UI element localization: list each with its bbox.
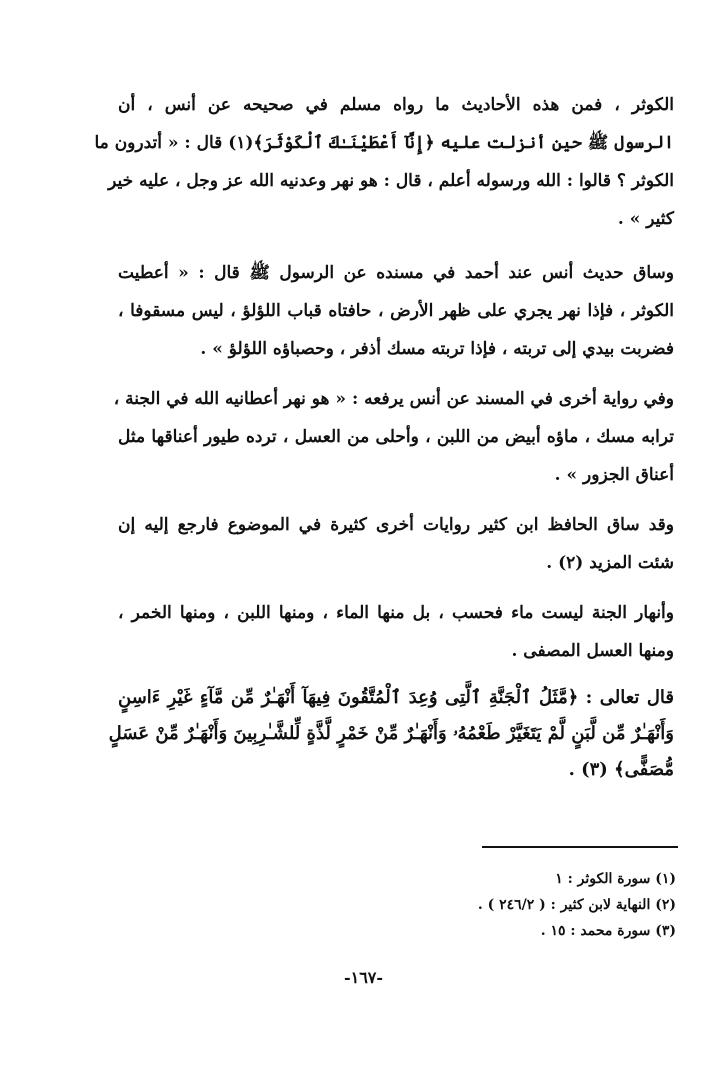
text-line: شئت المزيد (٢) . xyxy=(546,553,674,573)
paragraph-musnad-riwaya xyxy=(113,380,674,494)
text-line: وفي رواية أخرى في المسند عن أنس يرفعه : « هو نهر أعطانيه الله في الجنة ، xyxy=(113,389,674,409)
text-line: الرسول ﷺ حين أنزلت عليه ﴿إِنَّآ أَعْطَيْنَـٰكَ ٱلْكَوْثَرَ﴾(١) قال : « أتدرون ما xyxy=(94,133,674,153)
text-line: وقد ساق الحافظ ابن كثير روايات أخرى كثيرة في الموضوع فارجع إليه إن xyxy=(118,515,674,535)
page-number: -١٦٧- xyxy=(343,968,384,987)
quran-line: مُّصَفًّى﴾ (٣) . xyxy=(568,759,674,780)
quran-line: قال تعالى : ﴿مَّثَلُ ٱلْجَنَّةِ ٱلَّتِى وُعِدَ ٱلْمُتَّقُونَ فِيهَآ أَنْهَـٰرٌ مِّن مَّآءٍ غَيْرِ ءَاسِنٍ xyxy=(118,687,674,708)
paragraph-rivers-of-paradise xyxy=(118,594,674,670)
paragraph-ibn-kathir xyxy=(118,506,674,582)
paragraph-kawthar-muslim xyxy=(94,86,674,238)
text-line: أعناق الجزور » . xyxy=(554,465,674,485)
text-line: ترابه مسك ، ماؤه أبيض من اللبن ، وأحلى من العسل ، ترده طيور أعناقها مثل xyxy=(118,427,674,447)
text-line: ومنها العسل المصفى . xyxy=(511,641,674,661)
text-line: وأنهار الجنة ليست ماء فحسب ، بل منها الماء ، ومنها اللبن ، ومنها الخمر ، xyxy=(118,603,674,623)
text-line: الكوثر ؟ قالوا : الله ورسوله أعلم ، قال : هو نهر وعدنيه الله عز وجل ، عليه خير xyxy=(108,171,674,191)
text-line: وساق حديث أنس عند أحمد في مسنده عن الرسول ﷺ قال : « أعطيت xyxy=(118,263,674,283)
footnotes xyxy=(300,866,676,944)
text-line: كثير » . xyxy=(617,209,674,229)
footnote-1: (١) سورة الكوثر : ١ xyxy=(555,871,676,887)
quran-line: وَأَنْهَـٰرٌ مِّن لَّبَنٍ لَّمْ يَتَغَيَّرْ طَعْمُهُۥ وَأَنْهَـٰرٌ مِّنْ خَمْرٍ لَّذَّةٍ لِّلشَّـٰرِبِينَ وَأَنْهَـٰرٌ مِّنْ عَسَلٍ xyxy=(108,723,674,744)
footnote-2: (٢) النهاية لابن كثير : ( ٢٤٦/٢ ) . xyxy=(477,897,676,913)
text-line: الكوثر ، فإذا نهر يجري على ظهر الأرض ، حافتاه قباب اللؤلؤ ، ليس مسقوفا ، xyxy=(118,301,674,321)
footnote-3: (٣) سورة محمد : ١٥ . xyxy=(540,923,676,939)
text-line: فضربت بيدي إلى تربته ، فإذا تربته مسك أذفر ، وحصباؤه اللؤلؤ » . xyxy=(200,339,674,359)
paragraph-anas-ahmad xyxy=(118,254,674,368)
text-line: الكوثر ، فمن هذه الأحاديث ما رواه مسلم في صحيحه عن أنس ، أن xyxy=(118,95,674,115)
paragraph-quran-verse xyxy=(108,680,674,788)
footnote-divider xyxy=(482,846,678,848)
